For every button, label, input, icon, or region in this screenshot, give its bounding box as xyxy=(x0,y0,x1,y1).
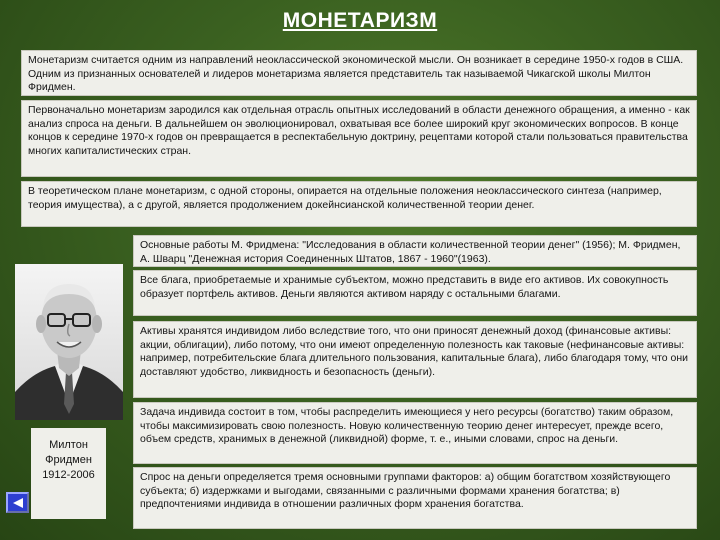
paragraph-8: Спрос на деньги определяется тремя основными группами факторов: а) общим богатством хозяйствующего субъекта; б) издержками и выгодами, связанными с различными формами хранения богатства; в) предпочтениями индивида в отношении различных форм хранения богатства. xyxy=(140,471,671,510)
asset-types-paragraph-box xyxy=(133,321,697,398)
caption-surname: Фридмен xyxy=(45,454,92,466)
paragraph-6: Активы хранятся индивидом либо вследствие того, что они приносят денежный доход (финансовые активы: акции, облигации), либо потому, что они имеют определенную полезность как таковые (нефинансовые активы: например, потребительские блага длительного пользования, капитальные блага), либо благодаря тому, что они доставляют удобство, ликвидность и безопасность (деньги). xyxy=(140,325,689,378)
paragraph-5: Все блага, приобретаемые и хранимые субъектом, можно представить в виде его активов. Их совокупность образует портфель активов. Деньги являются активом наряду с остальными благами. xyxy=(140,274,669,300)
portrait-caption xyxy=(31,428,106,519)
paragraph-3: В теоретическом плане монетаризм, с одной стороны, опирается на отдельные положения неоклассического синтеза (например, теория имущества), а с другой, является продолжением докейнсианской количественной теории денег. xyxy=(28,185,662,211)
demand-paragraph-box xyxy=(133,467,697,529)
task-paragraph-box xyxy=(133,402,697,464)
works-paragraph-box xyxy=(133,235,697,267)
back-button[interactable] xyxy=(6,492,29,513)
intro-paragraph-box xyxy=(21,50,697,96)
back-arrow-icon xyxy=(12,497,24,509)
caption-name: Милтон xyxy=(49,439,88,451)
portrait-image xyxy=(15,264,123,420)
caption-years: 1912-2006 xyxy=(42,469,95,481)
page-title: МОНЕТАРИЗМ xyxy=(282,9,438,32)
portrait-photo xyxy=(15,264,123,420)
paragraph-7: Задача индивида состоит в том, чтобы распределить имеющиеся у него ресурсы (богатство) таким образом, чтобы максимизировать свою полезность. Новую количественную теорию денег интересует, прежде всего, объем средств, хранимых в денежной (ликвидной) форме, т. е., иными словами, спрос на деньги. xyxy=(140,406,674,445)
paragraph-2: Первоначально монетаризм зародился как отдельная отрасль опытных исследований в области денежного обращения, а именно - как анализ спроса на деньги. В дальнейшем он эволюционировал, охватывая все более широкий круг экономических вопросов. В конце концов к середине 1970-х годов он превращается в респектабельную доктрину, рецептами которой стали пользоваться правительства многих капиталистических стран. xyxy=(28,104,690,157)
paragraph-4: Основные работы М. Фридмена: "Исследования в области количественной теории денег" (1956); М. Фридмен, А. Шварц "Денежная история Соединенных Штатов, 1867 - 1960"(1963). xyxy=(140,239,681,265)
assets-paragraph-box xyxy=(133,270,697,316)
theory-paragraph-box xyxy=(21,181,697,227)
paragraph-1: Монетаризм считается одним из направлений неоклассической экономической мысли. Он возникает в середине 1950-х годов в США. Одним из признанных основателей и лидеров монетаризма является представитель так называемой Чикагской школы Милтон Фридмен. xyxy=(28,54,684,93)
origin-paragraph-box xyxy=(21,100,697,177)
